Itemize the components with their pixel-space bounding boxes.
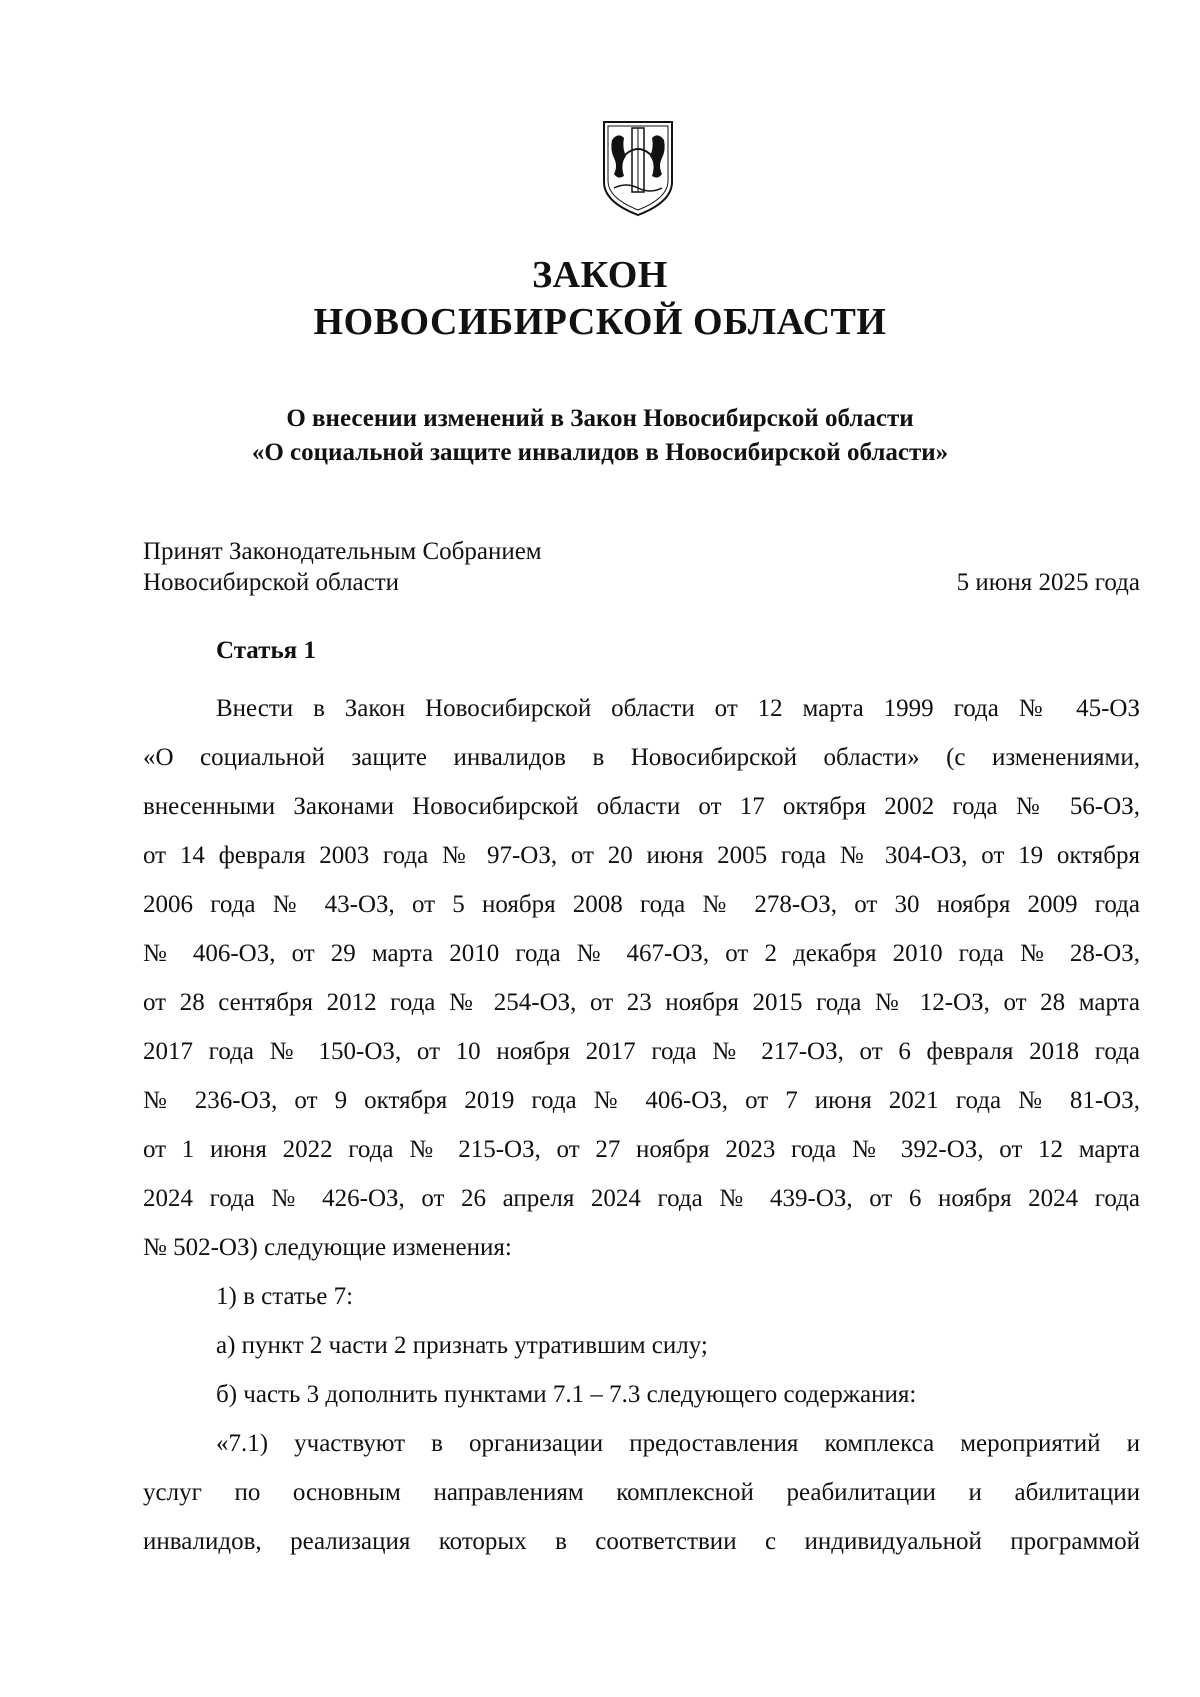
article-body (143, 684, 1140, 1566)
article-heading: Статья 1 (216, 637, 316, 664)
adoption-date: 5 июня 2025 года (956, 569, 1140, 596)
document-title-line-2: НОВОСИБИРСКОЙ ОБЛАСТИ (313, 301, 887, 343)
adoption-body-line-1: Принят Законодательным Собранием (143, 538, 542, 565)
body-line: от 1 июня 2022 года № 215-ОЗ, от 27 ноября 2023 года № 392-ОЗ, от 12 марта (143, 1136, 1140, 1163)
adoption-body-line-2: Новосибирской области (143, 569, 400, 596)
body-line: услуг по основным направлениям комплексной реабилитации и абилитации (143, 1479, 1140, 1506)
body-line: 2006 года № 43-ОЗ, от 5 ноября 2008 года № 278-ОЗ, от 30 ноября 2009 года (143, 891, 1140, 918)
coat-of-arms-icon (600, 118, 676, 218)
body-line: внесенными Законами Новосибирской области от 17 октября 2002 года № 56-ОЗ, (143, 793, 1140, 820)
body-line: «7.1) участвуют в организации предоставления комплекса мероприятий и (216, 1430, 1140, 1457)
document-subject-line-1: О внесении изменений в Закон Новосибирской области (286, 405, 914, 432)
body-line: 1) в статье 7: (216, 1283, 354, 1310)
body-line: б) часть 3 дополнить пунктами 7.1 – 7.3 следующего содержания: (216, 1381, 917, 1408)
body-line: от 28 сентября 2012 года № 254-ОЗ, от 23 ноября 2015 года № 12-ОЗ, от 28 марта (143, 989, 1140, 1016)
body-line: от 14 февраля 2003 года № 97-ОЗ, от 20 июня 2005 года № 304-ОЗ, от 19 октября (143, 842, 1140, 869)
body-line: «О социальной защите инвалидов в Новосибирской области» (с изменениями, (143, 744, 1140, 771)
body-line: № 406-ОЗ, от 29 марта 2010 года № 467-ОЗ, от 2 декабря 2010 года № 28-ОЗ, (143, 940, 1140, 967)
body-line: инвалидов, реализация которых в соответствии с индивидуальной программой (143, 1528, 1140, 1555)
document-subject-line-2: «О социальной защите инвалидов в Новосибирской области» (251, 439, 949, 466)
body-line: Внести в Закон Новосибирской области от 12 марта 1999 года № 45-ОЗ (216, 695, 1140, 722)
body-line: 2017 года № 150-ОЗ, от 10 ноября 2017 года № 217-ОЗ, от 6 февраля 2018 года (143, 1038, 1140, 1065)
body-line: № 236-ОЗ, от 9 октября 2019 года № 406-ОЗ, от 7 июня 2021 года № 81-ОЗ, (143, 1087, 1140, 1114)
body-line: а) пункт 2 части 2 признать утратившим силу; (216, 1332, 708, 1359)
body-line: 2024 года № 426-ОЗ, от 26 апреля 2024 года № 439-ОЗ, от 6 ноября 2024 года (143, 1185, 1140, 1212)
document-title-line-1: ЗАКОН (532, 254, 668, 296)
body-line: № 502-ОЗ) следующие изменения: (143, 1234, 512, 1261)
